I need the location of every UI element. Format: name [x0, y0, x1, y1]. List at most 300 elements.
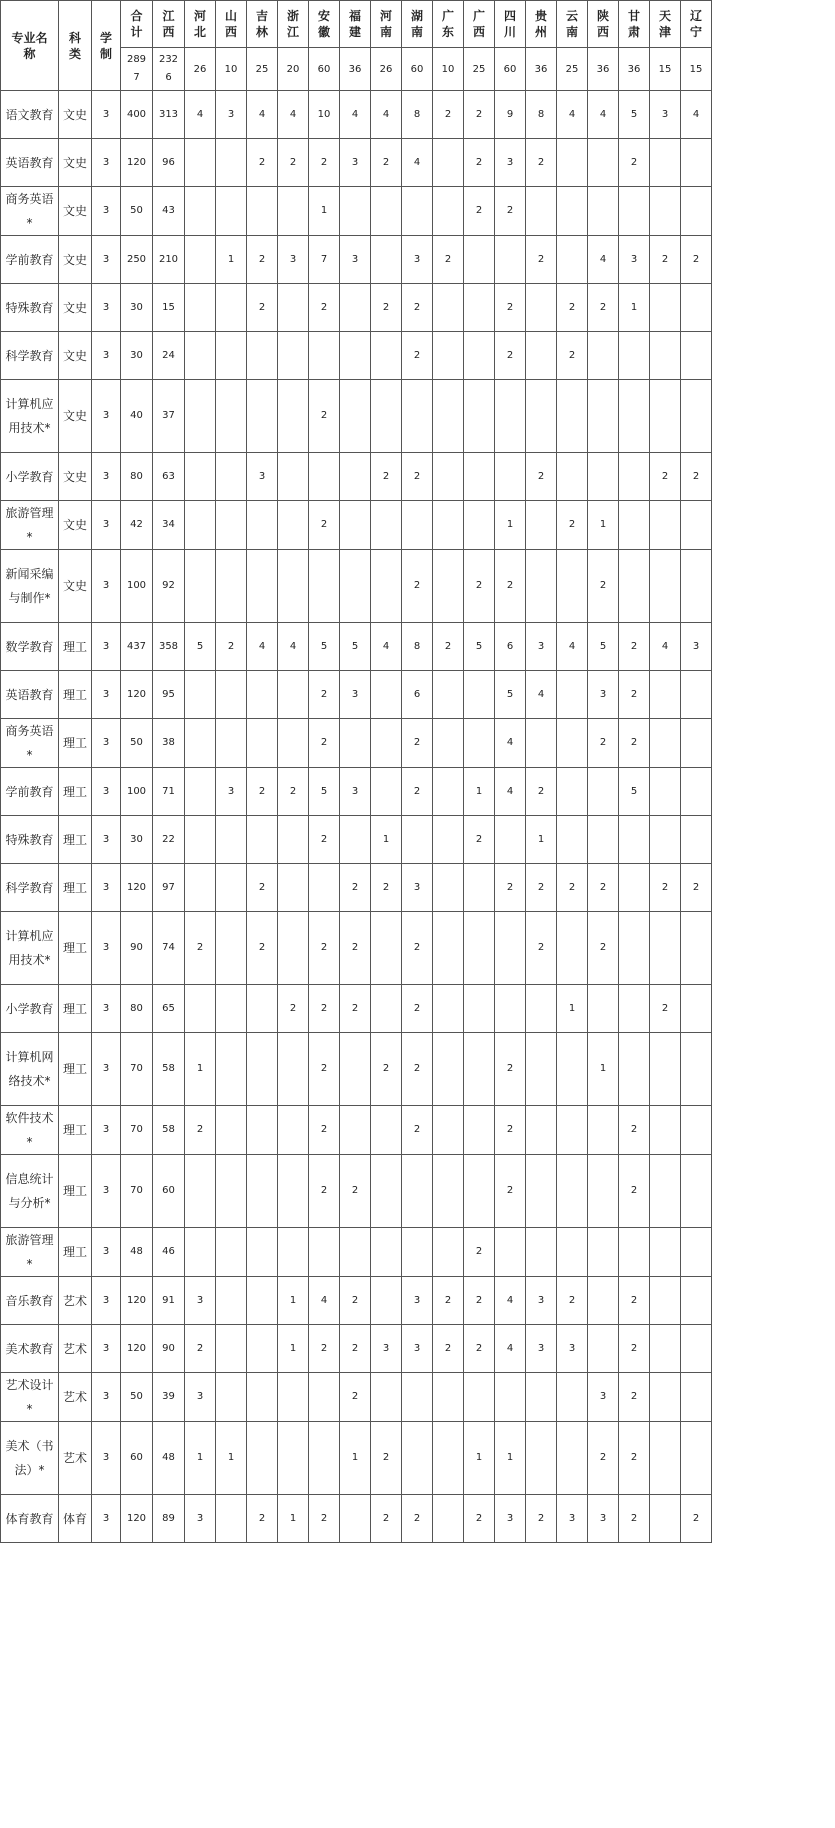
province-count	[495, 1228, 526, 1277]
province-count	[216, 816, 247, 864]
province-count	[278, 816, 309, 864]
province-count: 2	[371, 1033, 402, 1106]
province-count: 2	[464, 550, 495, 623]
province-count: 10	[309, 91, 340, 139]
province-count	[681, 985, 712, 1033]
category: 理工	[59, 912, 92, 985]
province-count: 2	[340, 1325, 371, 1373]
province-count	[185, 768, 216, 816]
province-count: 1	[278, 1495, 309, 1543]
province-count	[464, 236, 495, 284]
province-count	[681, 912, 712, 985]
total: 120	[121, 864, 153, 912]
province-count: 2	[433, 1277, 464, 1325]
province-count: 1	[309, 187, 340, 236]
category: 文史	[59, 550, 92, 623]
province-count	[495, 985, 526, 1033]
province-count: 2	[309, 1155, 340, 1228]
province-count	[216, 864, 247, 912]
province-count	[278, 1033, 309, 1106]
province-count: 15	[153, 284, 185, 332]
table-row	[1, 1373, 712, 1422]
table-row	[1, 284, 712, 332]
province-count	[433, 332, 464, 380]
province-count: 2	[588, 550, 619, 623]
province-count	[402, 816, 433, 864]
province-count	[371, 719, 402, 768]
province-count: 2	[278, 985, 309, 1033]
header-province-total: 25	[464, 48, 495, 91]
province-count	[650, 816, 681, 864]
province-count: 1	[216, 236, 247, 284]
province-count: 3	[526, 1325, 557, 1373]
province-count: 4	[185, 91, 216, 139]
province-count: 2	[402, 985, 433, 1033]
province-count: 3	[402, 1277, 433, 1325]
category: 体育	[59, 1495, 92, 1543]
province-count	[340, 453, 371, 501]
major-name: 美术教育	[1, 1325, 59, 1373]
category: 艺术	[59, 1373, 92, 1422]
province-count: 2	[495, 550, 526, 623]
province-count: 4	[247, 91, 278, 139]
province-count: 2	[402, 1495, 433, 1543]
total: 70	[121, 1106, 153, 1155]
province-count	[309, 332, 340, 380]
major-name: 商务英语*	[1, 719, 59, 768]
table-row	[1, 550, 712, 623]
province-count	[371, 912, 402, 985]
province-count	[433, 1106, 464, 1155]
province-count	[526, 1155, 557, 1228]
category: 理工	[59, 816, 92, 864]
total: 120	[121, 1325, 153, 1373]
province-count: 3	[588, 1373, 619, 1422]
total: 80	[121, 453, 153, 501]
province-count	[278, 912, 309, 985]
table-row	[1, 671, 712, 719]
major-name: 计算机网络技术*	[1, 1033, 59, 1106]
province-count	[402, 380, 433, 453]
province-count: 2	[619, 1277, 650, 1325]
province-count: 2	[309, 1495, 340, 1543]
province-count	[557, 1422, 588, 1495]
major-name: 艺术设计*	[1, 1373, 59, 1422]
province-count	[247, 1106, 278, 1155]
province-count	[216, 985, 247, 1033]
province-count	[216, 453, 247, 501]
major-name: 学前教育	[1, 236, 59, 284]
province-count	[681, 671, 712, 719]
table-row	[1, 1106, 712, 1155]
province-count	[526, 1033, 557, 1106]
province-count	[588, 380, 619, 453]
province-count	[619, 453, 650, 501]
province-count	[650, 719, 681, 768]
province-count: 2	[464, 816, 495, 864]
header-province-total: 26	[371, 48, 402, 91]
province-count	[495, 236, 526, 284]
province-count: 2	[619, 1155, 650, 1228]
province-count	[650, 1373, 681, 1422]
province-count: 1	[464, 1422, 495, 1495]
province-count	[495, 816, 526, 864]
province-count: 2	[619, 139, 650, 187]
province-count	[681, 1033, 712, 1106]
province-count: 2	[309, 380, 340, 453]
header-province: 河北	[185, 1, 216, 48]
province-count	[495, 380, 526, 453]
total: 80	[121, 985, 153, 1033]
province-count	[681, 187, 712, 236]
province-count: 2	[526, 768, 557, 816]
province-count: 2	[588, 1422, 619, 1495]
category: 文史	[59, 453, 92, 501]
province-count	[619, 985, 650, 1033]
province-count	[681, 550, 712, 623]
province-count	[185, 816, 216, 864]
province-count	[650, 380, 681, 453]
province-count: 4	[402, 139, 433, 187]
province-count: 2	[402, 550, 433, 623]
province-count: 2	[247, 768, 278, 816]
province-count	[216, 719, 247, 768]
province-count: 2	[557, 864, 588, 912]
province-count	[185, 550, 216, 623]
province-count	[619, 864, 650, 912]
header-total-value: 2897	[121, 48, 153, 91]
province-count: 1	[526, 816, 557, 864]
province-count: 2	[495, 1033, 526, 1106]
province-count	[619, 816, 650, 864]
province-count: 3	[216, 768, 247, 816]
province-count: 2	[495, 332, 526, 380]
province-count: 2	[619, 623, 650, 671]
province-count: 2	[495, 284, 526, 332]
province-count: 2	[526, 1495, 557, 1543]
province-count: 2	[309, 671, 340, 719]
province-count	[588, 985, 619, 1033]
category: 文史	[59, 139, 92, 187]
province-count: 2	[681, 453, 712, 501]
province-count	[340, 187, 371, 236]
province-count: 2	[526, 139, 557, 187]
province-count: 2	[402, 332, 433, 380]
table-row	[1, 1422, 712, 1495]
province-count	[526, 187, 557, 236]
province-count	[247, 1422, 278, 1495]
years: 3	[92, 1495, 121, 1543]
province-count	[247, 671, 278, 719]
province-count: 58	[153, 1106, 185, 1155]
province-count	[185, 139, 216, 187]
table-row	[1, 719, 712, 768]
province-count: 96	[153, 139, 185, 187]
province-count	[278, 284, 309, 332]
province-count: 8	[526, 91, 557, 139]
province-count	[526, 380, 557, 453]
province-count	[433, 284, 464, 332]
header-province: 甘肃	[619, 1, 650, 48]
total: 100	[121, 550, 153, 623]
province-count: 2	[464, 1277, 495, 1325]
province-count	[402, 187, 433, 236]
province-count: 2	[464, 1228, 495, 1277]
province-count	[433, 816, 464, 864]
province-count	[216, 1155, 247, 1228]
province-count	[216, 1277, 247, 1325]
province-count: 2	[309, 985, 340, 1033]
total: 50	[121, 187, 153, 236]
province-count	[650, 1228, 681, 1277]
province-count	[185, 719, 216, 768]
province-count: 3	[278, 236, 309, 284]
province-count	[588, 768, 619, 816]
province-count	[557, 671, 588, 719]
province-count: 4	[495, 768, 526, 816]
province-count: 3	[185, 1495, 216, 1543]
years: 3	[92, 1106, 121, 1155]
province-count: 2	[464, 1495, 495, 1543]
province-count: 358	[153, 623, 185, 671]
province-count: 2	[371, 139, 402, 187]
province-count	[340, 284, 371, 332]
category: 理工	[59, 623, 92, 671]
province-count	[464, 864, 495, 912]
major-name: 计算机应用技术*	[1, 912, 59, 985]
province-count: 2	[340, 912, 371, 985]
province-count	[433, 139, 464, 187]
province-count: 46	[153, 1228, 185, 1277]
years: 3	[92, 671, 121, 719]
years: 3	[92, 332, 121, 380]
province-count	[650, 501, 681, 550]
category: 艺术	[59, 1422, 92, 1495]
province-count: 39	[153, 1373, 185, 1422]
header-province: 广西	[464, 1, 495, 48]
province-count: 2	[278, 768, 309, 816]
table-row	[1, 501, 712, 550]
province-count	[557, 187, 588, 236]
province-count	[216, 501, 247, 550]
category: 艺术	[59, 1277, 92, 1325]
province-count: 2	[340, 1277, 371, 1325]
years: 3	[92, 1033, 121, 1106]
header-province: 河南	[371, 1, 402, 48]
province-count	[185, 1228, 216, 1277]
total: 50	[121, 1373, 153, 1422]
province-count: 8	[402, 623, 433, 671]
header-major: 专业名称	[1, 1, 59, 91]
years: 3	[92, 1155, 121, 1228]
province-count: 22	[153, 816, 185, 864]
province-count: 2	[464, 139, 495, 187]
major-name: 语文教育	[1, 91, 59, 139]
province-count	[371, 671, 402, 719]
province-count: 4	[557, 623, 588, 671]
header-province-total: 25	[247, 48, 278, 91]
province-count: 3	[402, 236, 433, 284]
province-count	[681, 501, 712, 550]
major-name: 特殊教育	[1, 816, 59, 864]
province-count: 5	[619, 768, 650, 816]
province-count: 2	[464, 1325, 495, 1373]
total: 70	[121, 1155, 153, 1228]
province-count: 2	[247, 912, 278, 985]
years: 3	[92, 1325, 121, 1373]
total: 30	[121, 816, 153, 864]
province-count: 95	[153, 671, 185, 719]
province-count	[247, 332, 278, 380]
province-count	[619, 550, 650, 623]
category: 理工	[59, 1228, 92, 1277]
province-count	[557, 139, 588, 187]
province-count: 3	[588, 1495, 619, 1543]
province-count: 5	[464, 623, 495, 671]
province-count	[619, 332, 650, 380]
province-count	[340, 380, 371, 453]
province-count	[681, 332, 712, 380]
province-count	[371, 1106, 402, 1155]
years: 3	[92, 768, 121, 816]
province-count: 43	[153, 187, 185, 236]
province-count	[681, 1373, 712, 1422]
province-count	[526, 1373, 557, 1422]
province-count: 2	[402, 284, 433, 332]
province-count	[557, 1228, 588, 1277]
province-count: 2	[185, 1325, 216, 1373]
province-count	[402, 1228, 433, 1277]
province-count	[433, 550, 464, 623]
category: 文史	[59, 501, 92, 550]
province-count	[371, 1373, 402, 1422]
province-count	[557, 550, 588, 623]
province-count: 2	[681, 236, 712, 284]
province-count	[216, 139, 247, 187]
province-count: 2	[340, 1155, 371, 1228]
province-count: 2	[309, 1106, 340, 1155]
province-count: 3	[650, 91, 681, 139]
province-count: 2	[371, 864, 402, 912]
province-count	[650, 1106, 681, 1155]
province-count	[433, 1228, 464, 1277]
category: 文史	[59, 284, 92, 332]
major-name: 科学教育	[1, 332, 59, 380]
years: 3	[92, 1422, 121, 1495]
province-count: 4	[340, 91, 371, 139]
province-count: 2	[247, 1495, 278, 1543]
province-count: 1	[495, 501, 526, 550]
province-count: 2	[650, 453, 681, 501]
province-count: 3	[619, 236, 650, 284]
province-count: 4	[650, 623, 681, 671]
years: 3	[92, 284, 121, 332]
header-province-total: 10	[433, 48, 464, 91]
table-row	[1, 139, 712, 187]
province-count: 4	[526, 671, 557, 719]
years: 3	[92, 1373, 121, 1422]
province-count	[185, 1155, 216, 1228]
province-count: 1	[185, 1422, 216, 1495]
province-count: 5	[619, 91, 650, 139]
header-province-total: 15	[650, 48, 681, 91]
total: 100	[121, 768, 153, 816]
province-count	[185, 236, 216, 284]
province-count: 2	[495, 1106, 526, 1155]
province-count: 2	[557, 501, 588, 550]
major-name: 英语教育	[1, 139, 59, 187]
province-count: 210	[153, 236, 185, 284]
province-count: 3	[495, 1495, 526, 1543]
province-count	[650, 768, 681, 816]
province-count: 2	[681, 864, 712, 912]
province-count: 1	[185, 1033, 216, 1106]
province-count	[681, 284, 712, 332]
province-count	[340, 719, 371, 768]
province-count	[681, 380, 712, 453]
province-count: 2	[588, 912, 619, 985]
province-count: 3	[495, 139, 526, 187]
header-province-total: 2326	[153, 48, 185, 91]
province-count	[650, 1155, 681, 1228]
province-count: 2	[619, 1495, 650, 1543]
province-count	[371, 332, 402, 380]
province-count	[681, 816, 712, 864]
province-count: 2	[216, 623, 247, 671]
province-count: 2	[433, 91, 464, 139]
province-count	[650, 671, 681, 719]
province-count	[433, 1422, 464, 1495]
province-count	[247, 985, 278, 1033]
table-row	[1, 187, 712, 236]
province-count: 2	[340, 1373, 371, 1422]
province-count	[371, 236, 402, 284]
province-count: 3	[557, 1325, 588, 1373]
province-count	[433, 501, 464, 550]
table-row	[1, 912, 712, 985]
header-province: 山西	[216, 1, 247, 48]
category: 理工	[59, 671, 92, 719]
province-count: 4	[495, 1277, 526, 1325]
province-count	[402, 501, 433, 550]
years: 3	[92, 719, 121, 768]
province-count: 2	[309, 1033, 340, 1106]
total: 120	[121, 139, 153, 187]
major-name: 小学教育	[1, 453, 59, 501]
province-count: 5	[185, 623, 216, 671]
province-count	[371, 380, 402, 453]
province-count	[247, 187, 278, 236]
total: 437	[121, 623, 153, 671]
major-name: 软件技术*	[1, 1106, 59, 1155]
province-count	[588, 187, 619, 236]
province-count	[557, 768, 588, 816]
province-count: 2	[495, 864, 526, 912]
province-count	[588, 1106, 619, 1155]
province-count	[309, 1373, 340, 1422]
province-count: 34	[153, 501, 185, 550]
years: 3	[92, 1277, 121, 1325]
province-count	[216, 332, 247, 380]
header-total: 合计	[121, 1, 153, 48]
major-name: 信息统计与分析*	[1, 1155, 59, 1228]
province-count: 6	[495, 623, 526, 671]
total: 120	[121, 1277, 153, 1325]
province-count	[681, 768, 712, 816]
province-count	[371, 1155, 402, 1228]
province-count	[650, 1277, 681, 1325]
province-count	[526, 985, 557, 1033]
